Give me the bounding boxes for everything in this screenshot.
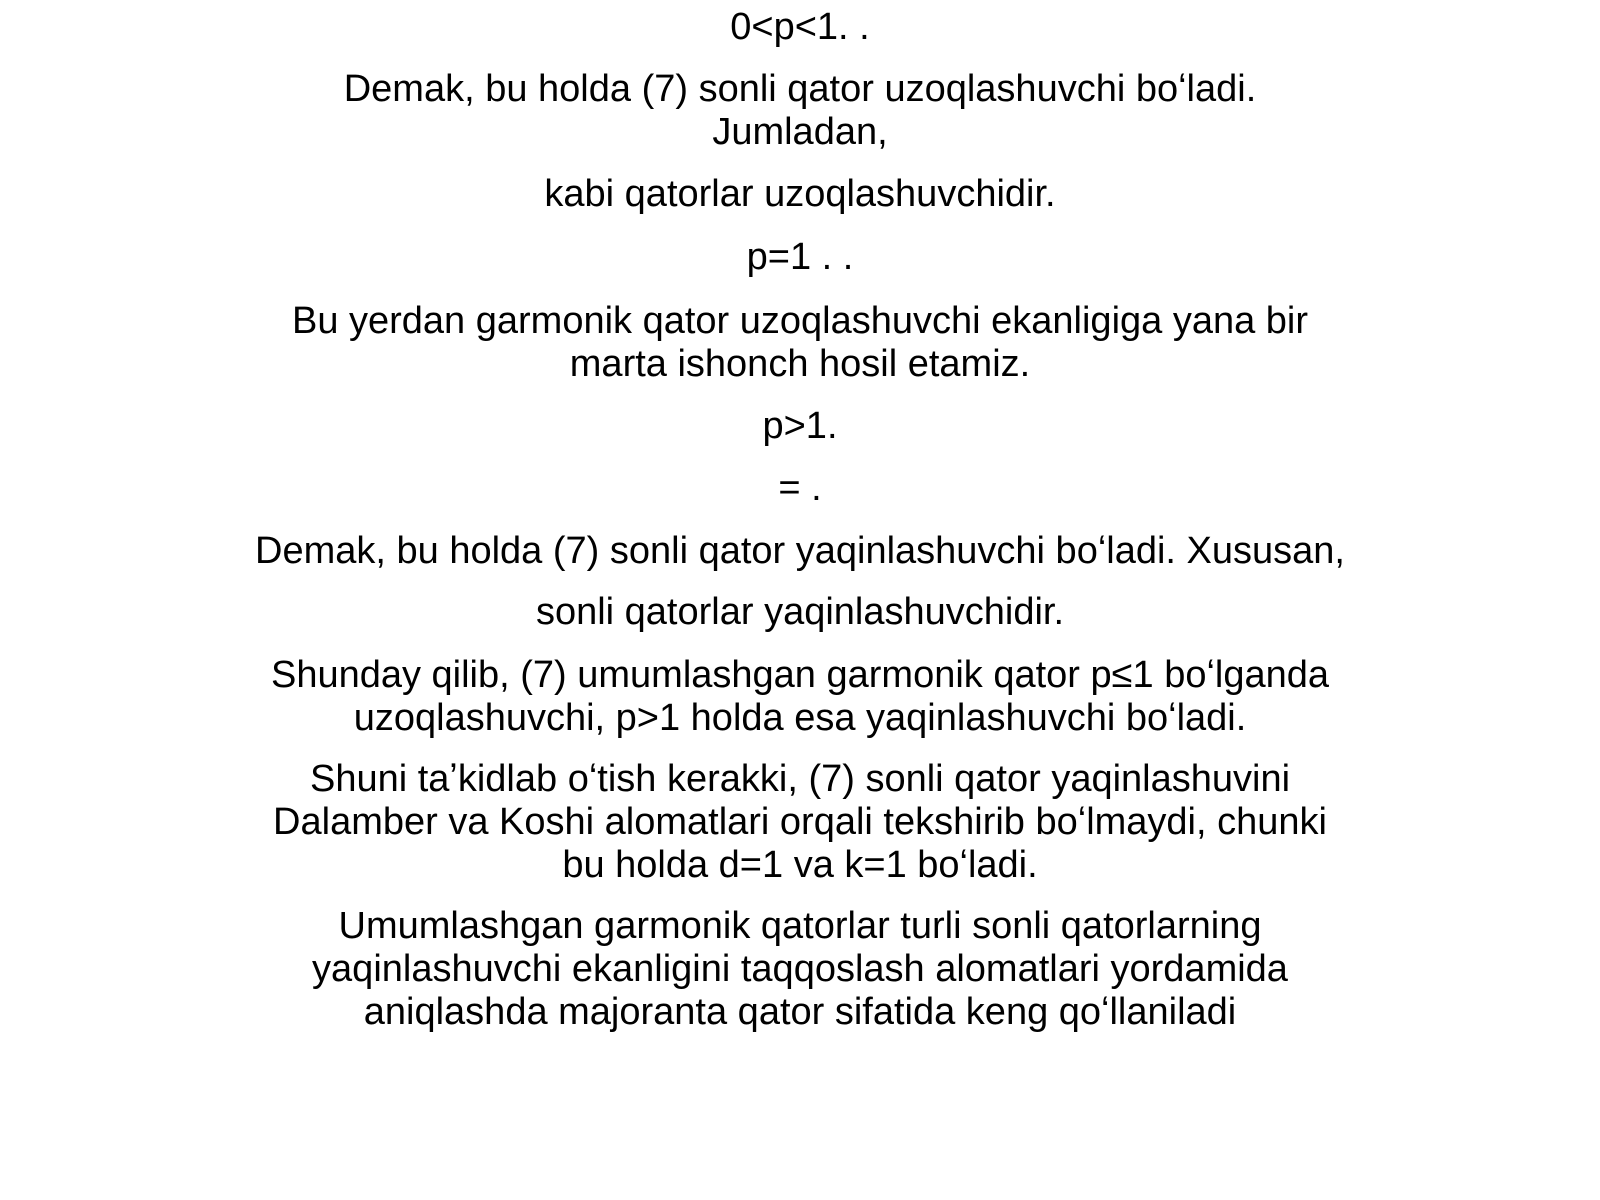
text-line: 0<p<1. . <box>730 6 870 48</box>
text-line: Jumladan, <box>712 111 888 153</box>
paragraph-divergent-examples <box>200 173 1400 216</box>
text-line: aniqlashda majoranta qator sifatida keng qoʻllaniladi <box>363 991 1237 1033</box>
text-line: marta ishonch hosil etamiz. <box>569 343 1031 385</box>
paragraph-convergent-case <box>200 530 1400 573</box>
text-line: kabi qatorlar uzoqlashuvchidir. <box>544 173 1056 215</box>
text-line: yaqinlashuvchi ekanligini taqqoslash alomatlari yordamida <box>312 948 1288 990</box>
text-line: p>1. <box>762 405 838 447</box>
text-line: Demak, bu holda (7) sonli qator uzoqlashuvchi boʻladi. <box>343 68 1257 110</box>
text-line: bu holda d=1 va k=1 boʻladi. <box>562 844 1038 886</box>
paragraph-convergent-examples <box>200 591 1400 634</box>
text-line: Shuni taʼkidlab oʻtish kerakki, (7) sonli qator yaqinlashuvini <box>309 758 1291 800</box>
text-line: Bu yerdan garmonik qator uzoqlashuvchi ekanligiga yana bir <box>291 300 1309 342</box>
formula-range-0-1 <box>200 6 1400 49</box>
paragraph-dalamber-koshi-note <box>200 758 1400 887</box>
text-line: Shunday qilib, (7) umumlashgan garmonik qator p≤1 boʻlganda <box>270 654 1330 696</box>
paragraph-majorant-usage <box>200 905 1400 1034</box>
paragraph-divergent-case <box>200 68 1400 154</box>
formula-equals <box>200 467 1400 510</box>
text-line: Dalamber va Koshi alomatlari orqali tekshirib boʻlmaydi, chunki <box>273 801 1327 843</box>
text-line: uzoqlashuvchi, p>1 holda esa yaqinlashuvchi boʻladi. <box>353 697 1247 739</box>
text-line: Demak, bu holda (7) sonli qator yaqinlashuvchi boʻladi. Xususan, <box>255 530 1345 572</box>
formula-p-greater-1 <box>200 405 1400 448</box>
text-line: p=1 . . <box>746 236 854 278</box>
paragraph-summary <box>200 654 1400 740</box>
text-line: = . <box>778 467 822 509</box>
text-line: Umumlashgan garmonik qatorlar turli sonli qatorlarning <box>338 905 1262 947</box>
paragraph-harmonic-divergent <box>200 300 1400 386</box>
formula-p-equals-1 <box>200 236 1400 279</box>
text-line: sonli qatorlar yaqinlashuvchidir. <box>535 591 1065 633</box>
